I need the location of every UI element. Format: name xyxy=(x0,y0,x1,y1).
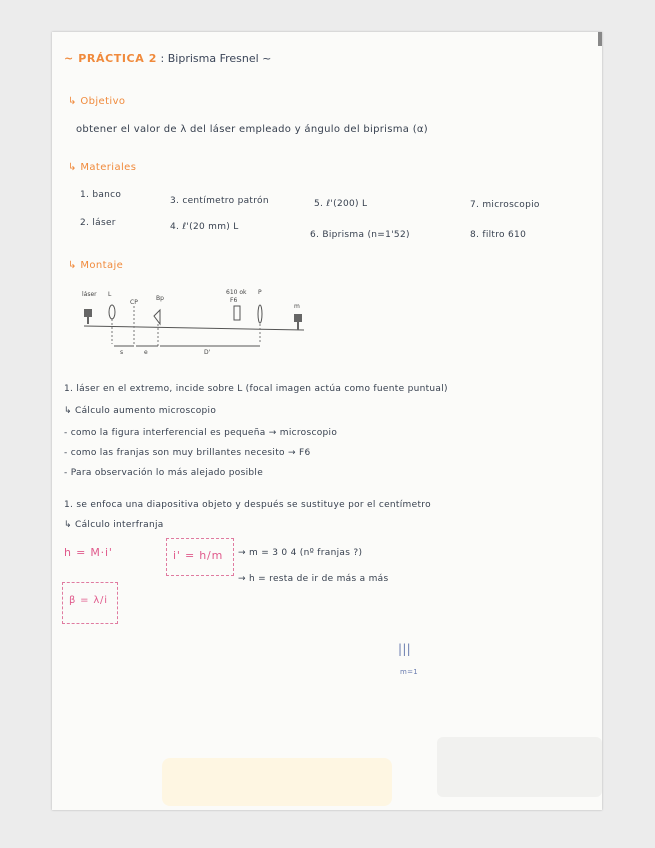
lens-l-icon xyxy=(109,305,115,319)
fringe-label: m=1 xyxy=(400,668,419,676)
formula-main: h = M·i' xyxy=(64,546,113,559)
heading-calculo: ↳ Cálculo interfranja xyxy=(64,520,164,530)
objetivo-text: obtener el valor de λ del láser empleado y ángulo del biprisma (α) xyxy=(76,124,428,135)
montaje-note: ↳ Cálculo aumento microscopio xyxy=(64,406,217,416)
label-p: P xyxy=(258,289,262,296)
scanned-page xyxy=(52,32,602,810)
title-main: ~ PRÁCTICA 2 xyxy=(64,52,158,65)
montaje-note: - como la figura interferencial es pequeña → microscopio xyxy=(64,428,338,438)
label-d: D' xyxy=(204,349,211,354)
eraser-smudge xyxy=(437,737,602,797)
formula-boxed: i' = h/m xyxy=(173,549,224,562)
optical-bench-line xyxy=(84,326,304,330)
label-bp: Bp xyxy=(156,295,164,302)
material-item: 8. filtro 610 xyxy=(470,230,527,240)
note-m: → m = 3 0 4 (nº franjas ?) xyxy=(238,548,363,558)
label-l: L xyxy=(108,291,112,298)
fringe-mark: ||| xyxy=(398,642,412,656)
material-item: 4. ℓ'(20 mm) L xyxy=(170,222,239,232)
filter-icon xyxy=(234,306,240,320)
note-h: → h = resta de ir de más a más xyxy=(238,574,389,584)
montaje-diagram xyxy=(74,284,314,354)
biprism-icon xyxy=(154,310,160,324)
material-item: 3. centímetro patrón xyxy=(170,196,269,206)
heading-objetivo: ↳ Objetivo xyxy=(68,96,126,107)
p-icon xyxy=(258,305,262,323)
page-edge-mark xyxy=(598,32,602,46)
highlighter-smudge xyxy=(162,758,392,806)
label-filter: 610 ok xyxy=(226,289,247,296)
label-cp: CP xyxy=(130,299,138,306)
montaje-note: - como las franjas son muy brillantes necesito → F6 xyxy=(64,448,311,458)
label-m: m xyxy=(294,303,300,310)
title-sub: : Biprisma Fresnel ~ xyxy=(160,52,272,65)
montaje-note: 1. se enfoca una diapositiva objeto y después se sustituye por el centímetro xyxy=(64,500,431,510)
material-item: 6. Biprisma (n=1'52) xyxy=(310,230,410,240)
label-s: s xyxy=(120,349,124,354)
material-item: 2. láser xyxy=(80,218,116,228)
microscope-icon xyxy=(294,314,302,322)
label-e: e xyxy=(144,349,148,354)
material-item: 1. banco xyxy=(80,190,122,200)
label-fg: F6 xyxy=(230,297,238,304)
material-item: 5. ℓ'(200) L xyxy=(314,199,368,209)
heading-montaje: ↳ Montaje xyxy=(68,260,124,271)
heading-materiales: ↳ Materiales xyxy=(68,162,137,173)
laser-icon xyxy=(84,309,92,317)
label-laser: láser xyxy=(82,291,97,298)
formula-beta: β = λ/i xyxy=(69,595,108,606)
page-title xyxy=(64,52,271,65)
formula-box xyxy=(166,538,234,576)
montaje-note: - Para observación lo más alejado posible xyxy=(64,468,264,478)
montaje-note: 1. láser en el extremo, incide sobre L (focal imagen actúa como fuente puntual) xyxy=(64,384,448,394)
formula-beta-box xyxy=(62,582,118,624)
material-item: 7. microscopio xyxy=(470,200,540,210)
